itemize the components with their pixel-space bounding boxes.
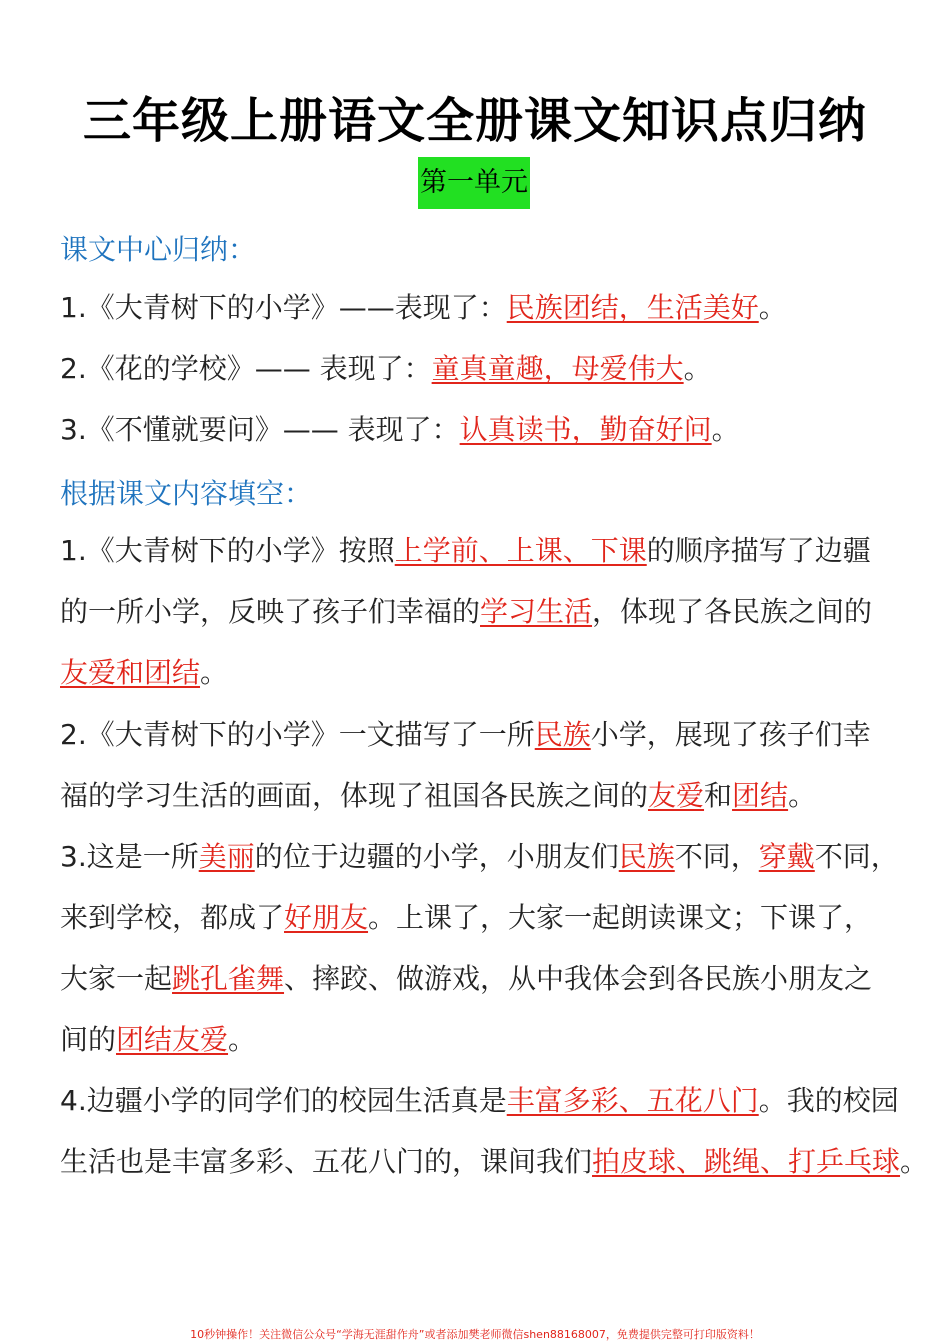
fill-paragraph-4 xyxy=(60,1070,929,1192)
fill-paragraph-2 xyxy=(60,704,900,826)
footer-note: 10秒钟操作！关注微信公众号“学海无涯甜作舟”或者添加樊老师微信shen88168007，免费提供完整可打印版资料！ xyxy=(190,1328,760,1341)
answer: 上学前、上课、下课 xyxy=(394,534,647,567)
answer: 好朋友 xyxy=(284,901,369,934)
summary-item-1 xyxy=(60,288,787,328)
text: 2.《大青树下的小学》一文描写了一所 xyxy=(60,718,535,751)
section-heading-summary: 课文中心归纳： xyxy=(60,233,257,266)
summary-item-2 xyxy=(60,349,712,389)
text: 。上课了，大家一起朗读课文；下课了， xyxy=(368,901,873,934)
answer: 美丽 xyxy=(198,840,255,873)
text: 的位于边疆的小学，小朋友们 xyxy=(254,840,619,873)
text: 、摔跤、做游戏，从中我体会到各民族小朋友之 xyxy=(284,962,873,995)
answer: 穿戴 xyxy=(758,840,815,873)
answer: 民族 xyxy=(534,718,591,751)
text: 的一所小学，反映了孩子们幸福的 xyxy=(60,595,481,628)
text: 4.边疆小学的同学们的校园生活真是 xyxy=(60,1084,507,1117)
paragraph-line xyxy=(60,704,900,765)
summary-answer: 民族团结，生活美好 xyxy=(506,291,759,324)
text: 。 xyxy=(900,1145,929,1178)
text: 间的 xyxy=(60,1023,117,1056)
text: 。 xyxy=(228,1023,257,1056)
answer: 团结 xyxy=(732,779,789,812)
unit-badge: 第一单元 xyxy=(418,157,530,209)
summary-answer: 认真读书，勤奋好问 xyxy=(459,413,712,446)
paragraph-line xyxy=(60,1009,900,1070)
answer: 团结友爱 xyxy=(116,1023,229,1056)
text: 3.这是一所 xyxy=(60,840,199,873)
text: 。 xyxy=(788,779,817,812)
paragraph-line xyxy=(60,765,900,826)
summary-item-text: 1.《大青树下的小学》——表现了： xyxy=(60,291,507,324)
text: 不同， xyxy=(674,840,759,873)
text: 和 xyxy=(704,779,733,812)
section-heading-fill: 根据课文内容填空： xyxy=(60,477,313,510)
answer: 民族 xyxy=(618,840,675,873)
summary-item-text: 3.《不懂就要问》—— 表现了： xyxy=(60,413,460,446)
text: 来到学校，都成了 xyxy=(60,901,285,934)
text: 不同， xyxy=(814,840,899,873)
text: 的顺序描写了边疆 xyxy=(646,534,871,567)
summary-answer: 童真童趣，母爱伟大 xyxy=(431,352,684,385)
paragraph-line xyxy=(60,887,900,948)
summary-item-text: 2.《花的学校》—— 表现了： xyxy=(60,352,432,385)
text: 大家一起 xyxy=(60,962,173,995)
paragraph-line xyxy=(60,1131,929,1192)
paragraph-line xyxy=(60,520,900,581)
summary-item-3 xyxy=(60,410,740,450)
answer: 友爱和团结 xyxy=(60,656,201,689)
answer: 跳孔雀舞 xyxy=(172,962,285,995)
paragraph-line xyxy=(60,1070,900,1131)
answer: 拍皮球、跳绳、打乒乓球 xyxy=(592,1145,901,1178)
summary-end: 。 xyxy=(758,291,787,324)
paragraph-line xyxy=(60,642,900,703)
answer: 丰富多彩、五花八门 xyxy=(506,1084,759,1117)
fill-paragraph-1 xyxy=(60,520,900,703)
paragraph-line xyxy=(60,948,900,1009)
text: 1.《大青树下的小学》按照 xyxy=(60,534,395,567)
fill-paragraph-3 xyxy=(60,826,900,1070)
summary-end: 。 xyxy=(683,352,712,385)
page-title: 三年级上册语文全册课文知识点归纳 xyxy=(82,93,867,149)
text: 。 xyxy=(200,656,229,689)
text: 生活也是丰富多彩、五花八门的，课间我们 xyxy=(60,1145,593,1178)
text: 。我的校园 xyxy=(758,1084,899,1117)
text: ，体现了各民族之间的 xyxy=(592,595,873,628)
paragraph-line xyxy=(60,826,900,887)
answer: 友爱 xyxy=(648,779,705,812)
text: 福的学习生活的画面，体现了祖国各民族之间的 xyxy=(60,779,649,812)
text: 小学，展现了孩子们幸 xyxy=(590,718,871,751)
paragraph-line xyxy=(60,581,900,642)
answer: 学习生活 xyxy=(480,595,593,628)
summary-end: 。 xyxy=(711,413,740,446)
